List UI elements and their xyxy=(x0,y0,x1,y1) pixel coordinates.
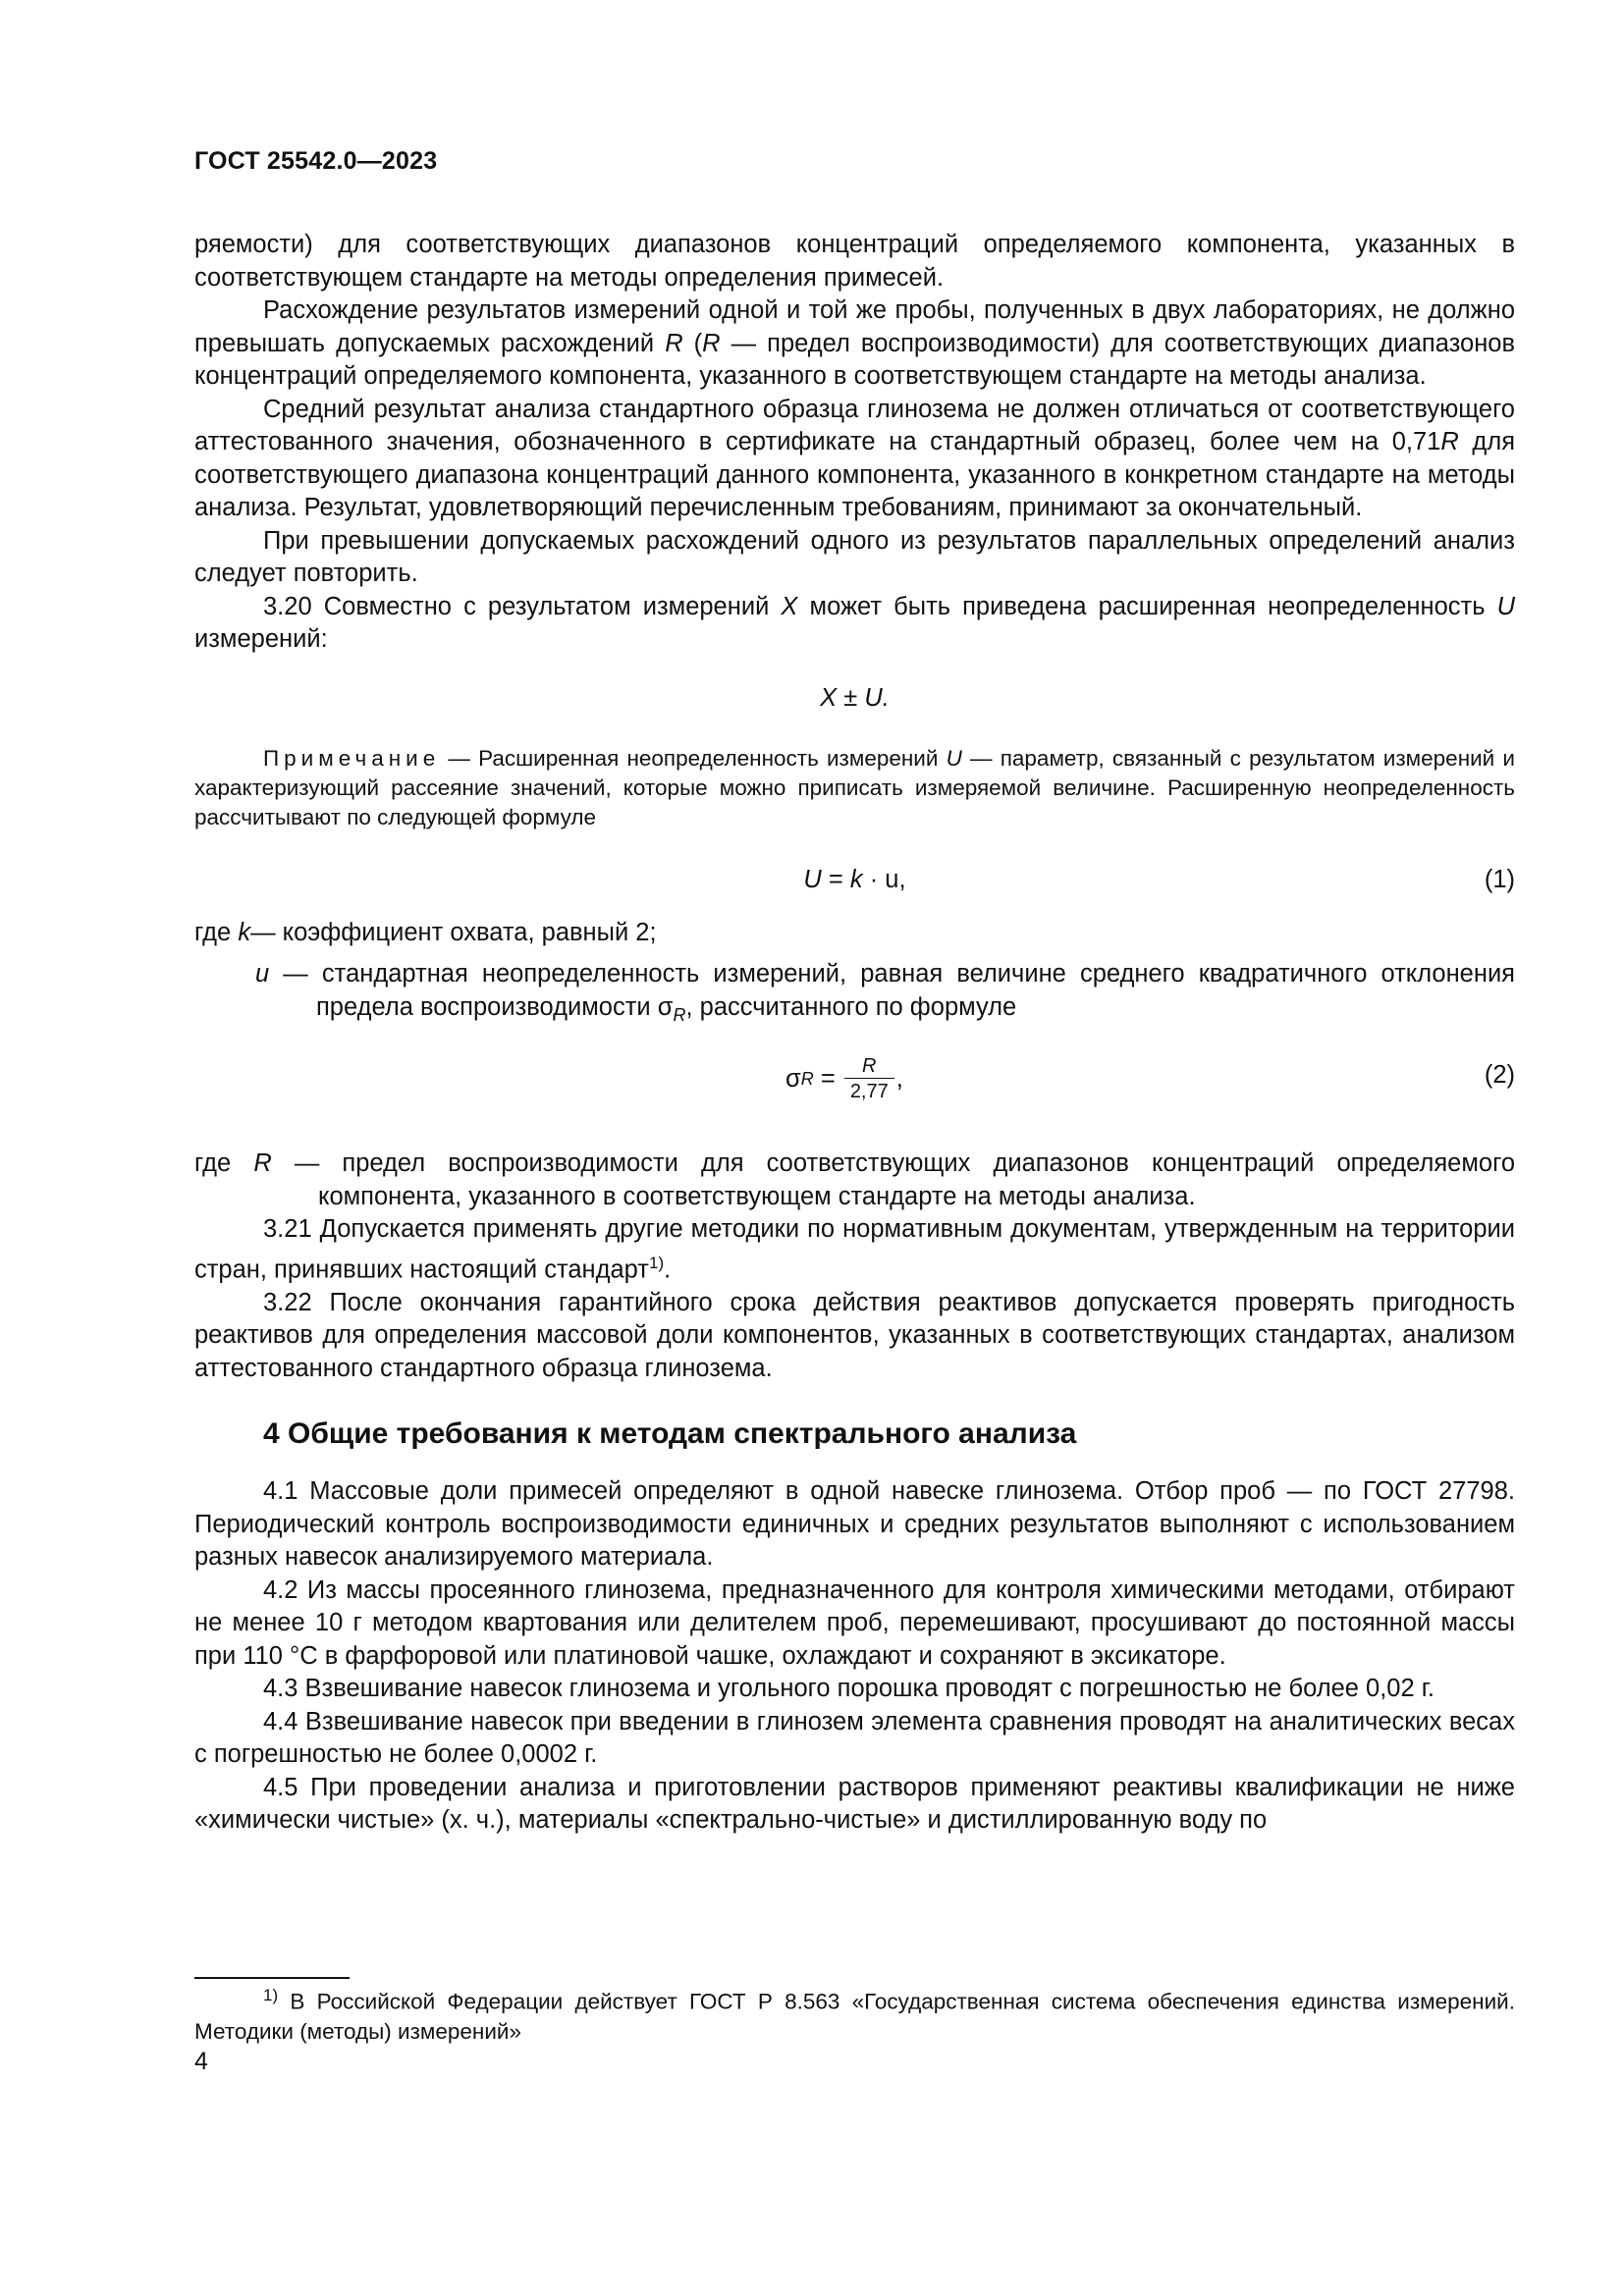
document-header: ГОСТ 25542.0—2023 xyxy=(194,147,438,175)
equation-2-number: (2) xyxy=(1484,1061,1515,1090)
paragraph-3-21: 3.21 Допускается применять другие методики по нормативным документам, утвержденным на территории стран, принявших настоящий стандарт$^{1)}$. xyxy=(194,1215,1515,1284)
note-label: Примечание xyxy=(263,745,441,771)
section-4-heading: 4 Общие требования к методам спектрального анализа xyxy=(263,1417,1077,1451)
paragraph-reproducibility: Расхождение результатов измерений одной и той же пробы, полученных в двух лабораториях, не должно превышать допускаемых расхождений R (R — предел воспроизводимости) для соответствующих диапазонов концентраций определяемого компонента, указанного в соответствующем стандарте на методы анализа. xyxy=(194,296,1516,390)
page-number: 4 xyxy=(194,2048,208,2075)
paragraph-repeat: При превышении допускаемых расхождений одного из результатов параллельных определений анализ следует повторить. xyxy=(194,526,1515,587)
note-paragraph: Примечание — Расширенная неопределенность измерений U — параметр, связанный с результатом измерений и характеризующий рассеяние значений, которые можно приписать измеряемой величине. Расширенную неопределенность рассчитывают по следующей формуле xyxy=(194,745,1515,829)
fraction: $\frac{R}{2,77}$ xyxy=(844,1054,894,1104)
equation-1: U = k · u, (1) xyxy=(194,860,1515,899)
paragraph-continuation: ряемости) для соответствующих диапазонов концентраций определяемого компонента, указанных в соответствующем стандарте на методы определения примесей. xyxy=(194,231,1515,292)
paragraph-4-4: 4.4 Взвешивание навесок при введении в глинозем элемента сравнения проводят на аналитических весах с погрешностью не более 0,0002 г. xyxy=(194,1707,1515,1769)
formula-x-plus-minus-u: X ± U. xyxy=(820,683,890,712)
paragraph-4-2: 4.2 Из массы просеянного глинозема, предназначенного для контроля химическими методами, отбирают не менее 10 г методом квартования или делителем проб, перемешивают, просушивают до постоянной массы при 110 °С в фарфоровой или платиновой чашке, охлаждают и сохраняют в эксикаторе. xyxy=(194,1575,1515,1670)
where-block-1: где k — коэффициент охвата, равный 2; u — стандартная неопределенность измерений, равная величине среднего квадратичного отклонения предела воспроизводимости $\sigma_R$, рассчитанного по формуле xyxy=(194,918,1515,1025)
paragraph-4-5: 4.5 При проведении анализа и приготовлении растворов применяют реактивы квалификации не ниже «химически чистые» (х. ч.), материалы «спектрально-чистые» и дистиллированную воду по xyxy=(194,1773,1515,1835)
footnote: $^{1)}$ В Российской Федерации действует ГОСТ Р 8.563 «Государственная система обеспечения единства измерений. Методики (методы) измерений» xyxy=(194,1986,1515,2044)
equation-1-number: (1) xyxy=(1484,865,1515,893)
footnote-separator xyxy=(194,1977,350,1979)
equation-2: σ R = $\frac{R}{2,77}$ , (2) xyxy=(785,1054,1515,1102)
paragraph-standard-sample: Средний результат анализа стандартного образца глинозема не должен отличаться от соответствующего аттестованного значения, обозначенного в сертификате на стандартный образец, более чем на 0,71R для соответствующего диапазона концентраций данного компонента, указанного в конкретном стандарте на методы анализа. Результат, удовлетворяющий перечисленным требованиям, принимают за окончательный. xyxy=(194,395,1516,521)
paragraph-3-22: 3.22 После окончания гарантийного срока действия реактивов допускается проверять пригодность реактивов для определения массовой доли компонентов, указанных в соответствующих стандартах, анализом аттестованного стандартного образца глинозема. xyxy=(194,1288,1515,1382)
where-block-2: где R — предел воспроизводимости для соответствующих диапазонов концентраций определяемого компонента, указанного в соответствующем стандарте на методы анализа. xyxy=(194,1149,1515,1210)
paragraph-3-20: 3.20 Совместно с результатом измерений X может быть приведена расширенная неопределенность U измерений: xyxy=(194,592,1516,653)
paragraph-4-3: 4.3 Взвешивание навесок глинозема и угольного порошка проводят с погрешностью не более 0,02 г. xyxy=(263,1675,1435,1703)
paragraph-4-1: 4.1 Массовые доли примесей определяют в одной навеске глинозема. Отбор проб — по ГОСТ 27798. Периодический контроль воспроизводимости единичных и средних результатов выполняют с использованием разных навесок анализируемого материала. xyxy=(194,1477,1515,1572)
document-page xyxy=(194,147,1515,1838)
